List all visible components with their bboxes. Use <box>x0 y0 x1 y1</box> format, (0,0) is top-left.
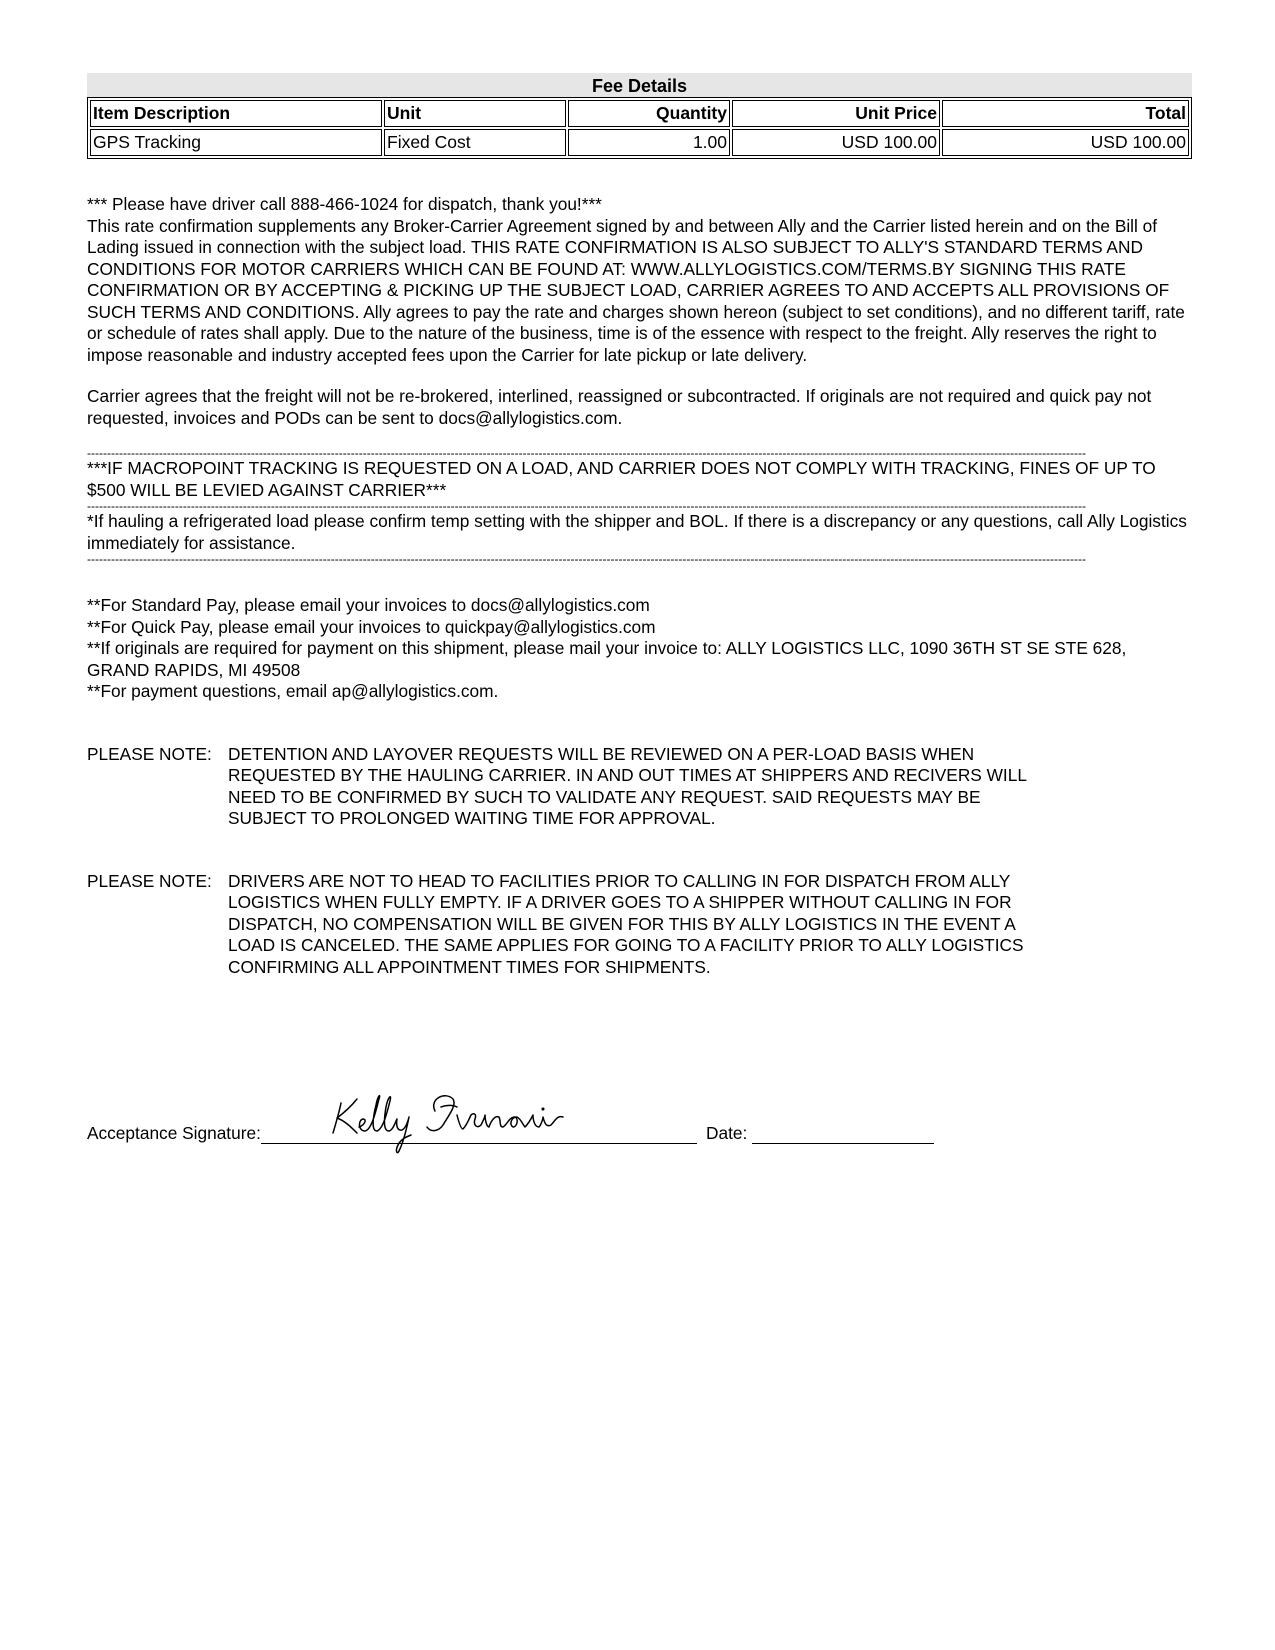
terms-paragraph: This rate confirmation supplements any Broker-Carrier Agreement signed by and between Ally and the Carrier listed herein and on the Bill of Lading issued in connection with the subject load. THIS RATE CONFIRMATION IS ALSO SUBJECT TO ALLY'S STANDARD TERMS AND CONDITIONS FOR MOTOR CARRIERS WHICH CAN BE FOUND AT: WWW.ALLYLOGISTICS.COM/TERMS.BY SIGNING THIS RATE CONFIRMATION OR BY ACCEPTING & PICKING UP THE SUBJECT LOAD, CARRIER AGREES TO AND ACCEPTS ALL PROVISIONS OF SUCH TERMS AND CONDITIONS. Ally agrees to pay the rate and charges shown hereon (subject to set conditions), and no different tariff, rate or schedule of rates shall apply. Due to the nature of the business, time is of the essence with respect to the freight. Ally reserves the right to impose reasonable and industry accepted fees upon the Carrier for late pickup or late delivery. <box>87 215 1185 365</box>
signature-block <box>87 1085 987 1155</box>
header-unit: Unit <box>384 100 566 127</box>
fee-table-header-row <box>90 100 1189 127</box>
cell-total: USD 100.00 <box>942 129 1189 156</box>
cell-quantity: 1.00 <box>568 129 730 156</box>
header-total: Total <box>942 100 1189 127</box>
cell-unit-price: USD 100.00 <box>732 129 940 156</box>
rate-confirmation-page <box>87 73 1192 978</box>
divider: ---------------------------------------------------------------------------------------------------------------------------------------------------------------------------------------------------------------------------------------------------------- <box>87 448 1087 458</box>
divider: ---------------------------------------------------------------------------------------------------------------------------------------------------------------------------------------------------------------------------------------------------------- <box>87 554 1087 564</box>
header-item-description: Item Description <box>90 100 382 127</box>
originals-line: **If originals are required for payment on this shipment, please mail your invoice to: ALLY LOGISTICS LLC, 1090 36TH ST SE STE 628, GRAND RAPIDS, MI 49508 <box>87 638 1127 680</box>
payment-questions-line: **For payment questions, email ap@allylogistics.com. <box>87 681 499 701</box>
note-label: PLEASE NOTE: <box>87 743 212 764</box>
header-quantity: Quantity <box>568 100 730 127</box>
dispatch-note: *** Please have driver call 888-466-1024 for dispatch, thank you!*** <box>87 194 602 214</box>
divider: ---------------------------------------------------------------------------------------------------------------------------------------------------------------------------------------------------------------------------------------------------------- <box>87 501 1087 511</box>
handwritten-signature <box>327 1085 577 1155</box>
macropoint-warning: ***IF MACROPOINT TRACKING IS REQUESTED ON A LOAD, AND CARRIER DOES NOT COMPLY WITH TRACKING, FINES OF UP TO $500 WILL BE LEVIED AGAINST CARRIER*** <box>87 458 1156 500</box>
reefer-note: *If hauling a refrigerated load please confirm temp setting with the shipper and BOL. If there is a discrepancy or any questions, call Ally Logistics immediately for assistance. <box>87 511 1187 553</box>
note-text: DRIVERS ARE NOT TO HEAD TO FACILITIES PRIOR TO CALLING IN FOR DISPATCH FROM ALLY LOGISTICS WHEN FULLY EMPTY. IF A DRIVER GOES TO A SHIPPER WITHOUT CALLING IN FOR DISPATCH, NO COMPENSATION WILL BE GIVEN FOR THIS BY ALLY LOGISTICS IN THE EVENT A LOAD IS CANCELED. THE SAME APPLIES FOR GOING TO A FACILITY PRIOR TO ALLY LOGISTICS CONFIRMING ALL APPOINTMENT TIMES FOR SHIPMENTS. <box>228 870 1024 977</box>
quick-pay-line: **For Quick Pay, please email your invoices to quickpay@allylogistics.com <box>87 616 656 637</box>
dispatch-policy-note <box>87 871 1192 979</box>
cell-item-description: GPS Tracking <box>90 129 382 156</box>
brokering-paragraph: Carrier agrees that the freight will not be re-brokered, interlined, reassigned or subcontracted. If originals are not required and quick pay not requested, invoices and PODs can be sent to docs@allylogistics.com. <box>87 386 1152 428</box>
note-text: DETENTION AND LAYOVER REQUESTS WILL BE REVIEWED ON A PER-LOAD BASIS WHEN REQUESTED BY THE HAULING CARRIER. IN AND OUT TIMES AT SHIPPERS AND RECIVERS WILL NEED TO BE CONFIRMED BY SUCH TO VALIDATE ANY REQUEST. SAID REQUESTS MAY BE SUBJECT TO PROLONGED WAITING TIME FOR APPROVAL. <box>228 743 1027 828</box>
table-row <box>90 129 1189 156</box>
detention-note <box>87 744 1192 830</box>
fee-details-table <box>87 97 1192 159</box>
cell-unit: Fixed Cost <box>384 129 566 156</box>
standard-pay-line: **For Standard Pay, please email your invoices to docs@allylogistics.com <box>87 595 650 615</box>
date-line[interactable] <box>752 1143 934 1144</box>
date-label: Date: <box>706 1123 748 1143</box>
acceptance-signature-label: Acceptance Signature: <box>87 1123 261 1143</box>
header-unit-price: Unit Price <box>732 100 940 127</box>
note-label: PLEASE NOTE: <box>87 870 212 891</box>
fee-details-title: Fee Details <box>87 73 1192 97</box>
